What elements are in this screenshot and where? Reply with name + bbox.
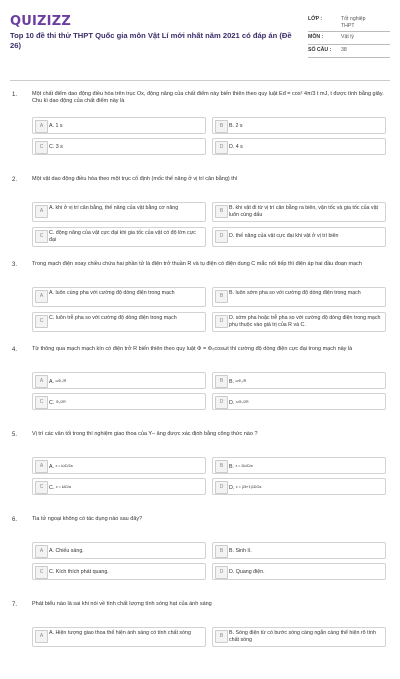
option-text: B. Sóng điện từ có bước sóng càng ngắn càng thể hiện rõ tính chất sóng <box>229 630 376 643</box>
meta-label: MÔN : <box>308 34 324 40</box>
option-letter: D <box>215 396 228 409</box>
document-title: Top 10 đề thi thử THPT Quốc gia môn Vật Lí mới nhất năm 2021 có đáp án (Đề 26) <box>10 31 292 50</box>
option-letter: B <box>215 545 228 558</box>
option-a[interactable] <box>32 372 206 389</box>
option-letter: B <box>215 120 228 133</box>
question-text: Tia tử ngoại không có tác dụng nào sau đây? <box>32 516 143 522</box>
option-letter: D <box>215 315 228 328</box>
question-text: Phát biểu nào là sai khi nói về tính chất lượng tính sóng hạt của ánh sáng <box>32 601 212 607</box>
option-text: A. luôn cùng pha với cường độ dòng điện trong mạch <box>49 290 175 296</box>
option-label: C. <box>49 400 55 406</box>
meta-row-grade <box>308 14 390 32</box>
option-text: A. 1 s <box>49 123 63 129</box>
question-text: Trong mạch điện xoay chiều chứa hai phần tử là điện trở thuần R và tụ điện có điện dung C mắc nối tiếp thì điện áp hai đầu đoạn mạch <box>32 261 362 267</box>
question-5 <box>12 424 390 509</box>
option-letter: A <box>35 545 48 558</box>
option-letter: C <box>35 396 48 409</box>
option-letter: C <box>35 230 48 243</box>
option-b[interactable] <box>212 542 386 559</box>
question-number: 3. <box>12 262 18 268</box>
option-label: B. <box>229 379 235 385</box>
option-text <box>49 399 202 407</box>
option-a[interactable] <box>32 287 206 307</box>
option-text: C. 3 s <box>49 144 63 150</box>
question-list <box>12 84 390 679</box>
meta-value: Vật lý <box>341 34 354 40</box>
option-c[interactable] <box>32 393 206 410</box>
option-d[interactable] <box>212 478 386 495</box>
question-number: 6. <box>12 517 18 523</box>
option-d[interactable] <box>212 312 386 332</box>
option-letter: A <box>35 205 48 218</box>
meta-row-question-count <box>308 45 390 58</box>
meta-label: LỚP : <box>308 16 323 22</box>
option-text: D. sớm pha hoặc trễ pha so với cường độ dòng điện trong mạch phụ thuộc vào giá trị của R và C. <box>229 315 381 328</box>
question-text: Một vật dao động điều hòa theo một trục cố định (mốc thế năng ở vị trí cân bằng) thì <box>32 176 238 182</box>
option-d[interactable] <box>212 138 386 155</box>
formula: ωΦ₀/2R <box>235 400 249 404</box>
option-c[interactable] <box>32 138 206 155</box>
option-letter: B <box>215 630 228 643</box>
option-a[interactable] <box>32 457 206 474</box>
question-4 <box>12 339 390 424</box>
option-c[interactable] <box>32 312 206 332</box>
question-text: Từ thông qua mạch mạch kín có điện trở R biến thiên theo quy luật Φ = Φ₀cosωt thì cường độ dòng điện cực đại trong mạch này là <box>32 346 353 352</box>
option-b[interactable] <box>212 287 386 307</box>
option-letter: D <box>215 141 228 154</box>
option-letter: A <box>35 630 48 643</box>
option-text <box>49 463 202 471</box>
question-number: 1. <box>12 92 18 98</box>
option-text: C. Kích thích phát quang. <box>49 569 109 575</box>
question-number: 4. <box>12 347 18 353</box>
question-6 <box>12 509 390 594</box>
formula: x = kλD/a <box>55 485 71 489</box>
option-label: A. <box>49 464 55 470</box>
option-a[interactable] <box>32 117 206 134</box>
option-a[interactable] <box>32 542 206 559</box>
option-letter: D <box>215 566 228 579</box>
option-text: A. Chiếu sáng. <box>49 548 84 554</box>
option-text <box>229 463 382 471</box>
option-d[interactable] <box>212 227 386 247</box>
option-letter: D <box>215 230 228 243</box>
option-letter: B <box>215 290 228 303</box>
question-number: 2. <box>12 177 18 183</box>
option-c[interactable] <box>32 227 206 247</box>
option-text <box>229 399 382 407</box>
worksheet-header <box>10 8 390 78</box>
formula: ωΦ₀/R <box>235 379 247 383</box>
meta-row-subject <box>308 32 390 45</box>
option-text: B. luôn sớm pha so với cường độ dòng điện trong mạch <box>229 290 361 296</box>
option-letter: A <box>35 375 48 388</box>
formula: ωΦ₀/R <box>55 379 67 383</box>
quizizz-logo: QUIZIZZ <box>10 14 71 29</box>
meta-label: SỐ CÂU : <box>308 47 332 53</box>
option-letter: A <box>35 120 48 133</box>
meta-value: Tốt nghiệp THPT <box>341 16 366 29</box>
question-3 <box>12 254 390 339</box>
option-text <box>229 378 382 386</box>
option-label: B. <box>229 464 235 470</box>
option-a[interactable] <box>32 627 206 647</box>
option-letter: B <box>215 205 228 218</box>
option-text: D. Quang điện. <box>229 569 265 575</box>
option-text: B. khi vật đi từ vị trí cân bằng ra biên, vận tốc và gia tốc của vật luôn cùng dấu <box>229 205 378 218</box>
option-a[interactable] <box>32 202 206 222</box>
question-text: Vị trí các vân tối trong thí nghiệm giao thoa của Y– âng được xác định bằng công thức nào ? <box>32 431 258 437</box>
formula: Φ₀/2R <box>55 400 66 404</box>
option-c[interactable] <box>32 478 206 495</box>
option-b[interactable] <box>212 627 386 647</box>
question-number: 7. <box>12 602 18 608</box>
option-letter: C <box>35 481 48 494</box>
header-divider <box>10 80 390 81</box>
option-b[interactable] <box>212 202 386 222</box>
option-label: D. <box>229 485 235 491</box>
formula: x = kλD/2a <box>55 464 73 468</box>
question-2 <box>12 169 390 254</box>
option-letter: B <box>215 460 228 473</box>
question-number: 5. <box>12 432 18 438</box>
formula: x = 2kλD/a <box>235 464 253 468</box>
option-text: C. động năng của vật cực đại khi gia tốc của vật có độ lớn cực đại <box>49 230 196 243</box>
option-label: A. <box>49 379 55 385</box>
option-b[interactable] <box>212 457 386 474</box>
option-d[interactable] <box>212 393 386 410</box>
option-text: C. luôn trễ pha so với cường độ dòng điện trong mạch <box>49 315 177 321</box>
option-text: A. Hiện tượng giao thoa thể hiện ánh sáng có tính chất sóng <box>49 630 191 636</box>
option-b[interactable] <box>212 372 386 389</box>
worksheet-meta <box>308 14 390 58</box>
option-label: C. <box>49 485 55 491</box>
option-letter: A <box>35 460 48 473</box>
option-letter: A <box>35 290 48 303</box>
option-text: B. 2 s <box>229 123 243 129</box>
option-letter: C <box>35 315 48 328</box>
option-label: D. <box>229 400 235 406</box>
question-7 <box>12 594 390 679</box>
option-letter: C <box>35 141 48 154</box>
option-d[interactable] <box>212 563 386 580</box>
option-letter: C <box>35 566 48 579</box>
option-text: D. thế năng của vật cực đại khi vật ở vị trí biên <box>229 233 339 239</box>
option-text: B. Sinh lí. <box>229 548 252 554</box>
option-letter: D <box>215 481 228 494</box>
option-text <box>229 484 382 492</box>
question-text: Một chất điểm dao động điều hòa trên trục Ox, động năng của chất điểm này biến thiên theo quy luật Eđ = cos² 4π/3 t mJ, t được tính bằng giây. Chu kì dao động của chất điểm này là <box>32 91 384 105</box>
option-b[interactable] <box>212 117 386 134</box>
option-letter: B <box>215 375 228 388</box>
formula: x = (2k+1)λD/2a <box>235 485 262 489</box>
option-text: D. 4 s <box>229 144 243 150</box>
question-1 <box>12 84 390 169</box>
meta-value: 38 <box>341 47 347 53</box>
option-text <box>49 378 202 386</box>
option-text <box>49 484 202 492</box>
option-c[interactable] <box>32 563 206 580</box>
option-text: A. khi ở vị trí cân bằng, thế năng của vật bằng cơ năng <box>49 205 179 211</box>
